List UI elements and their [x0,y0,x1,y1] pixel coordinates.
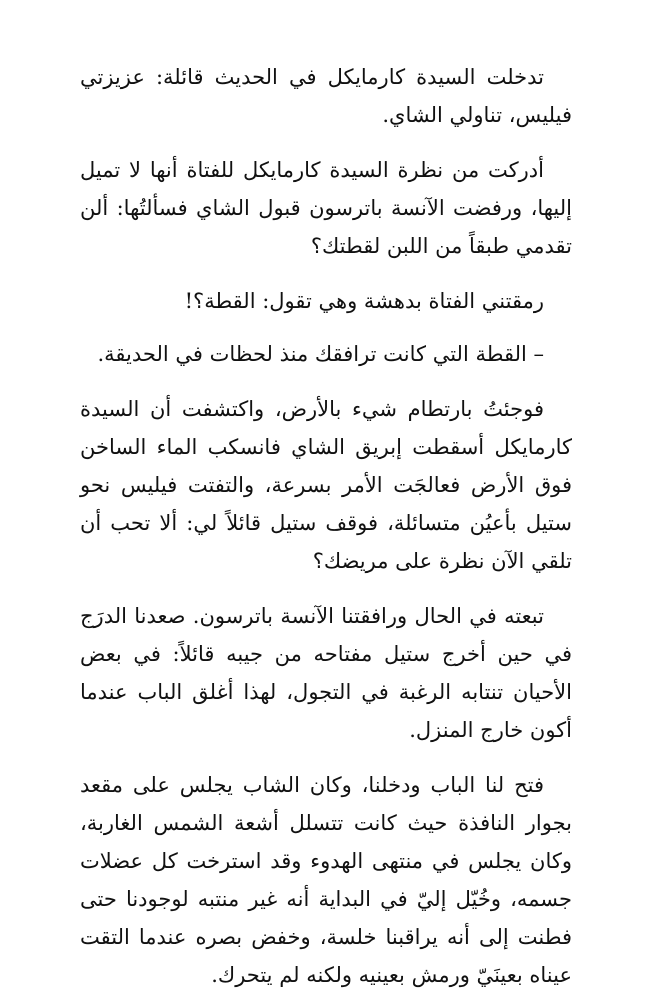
paragraph-3: رمقتني الفتاة بدهشة وهي تقول: القطة؟! [184,289,544,313]
paragraph-2: أدركت من نظرة السيدة كارمايكل للفتاة أنها لا تميل إليها، ورفضت الآنسة باترسون قبول الشاي فسألتُها: ألن تقدمي طبقاً من اللبن لقطتك؟ [80,158,572,258]
book-page [80,58,572,994]
paragraph-6: تبعته في الحال ورافقتنا الآنسة باترسون. صعدنا الدرَج في حين أخرج ستيل مفتاحه من جيبه قائلاً: في بعض الأحيان تنتابه الرغبة في التجول، لهذا أغلق الباب عندما أكون خارج المنزل. [80,604,572,742]
paragraph-4: – القطة التي كانت ترافقك منذ لحظات في الحديقة. [97,342,544,366]
paragraph-5: فوجئتُ بارتطام شيء بالأرض، واكتشفت أن السيدة كارمايكل أسقطت إبريق الشاي فانسكب الماء الساخن فوق الأرض فعالجَت الأمر بسرعة، والتفتت فيليس نحو ستيل بأعيُن متسائلة، فوقف ستيل قائلاً لي: ألا تحب أن تلقي الآن نظرة على مريضك؟ [80,397,572,573]
paragraph-7: فتح لنا الباب ودخلنا، وكان الشاب يجلس على مقعد بجوار النافذة حيث كانت تتسلل أشعة الشمس الغاربة، وكان يجلس في منتهى الهدوء وقد استرخت كل عضلات جسمه، وخُيّل إليّ في البداية أنه غير منتبه لوجودنا حتى فطنت إلى أنه يراقبنا خلسة، وخفض بصره عندما التقت عيناه بعينَيّ ورمش بعينيه ولكنه لم يتحرك. [80,773,572,987]
paragraph-1: تدخلت السيدة كارمايكل في الحديث قائلة: عزيزتي فيليس، تناولي الشاي. [80,65,572,127]
